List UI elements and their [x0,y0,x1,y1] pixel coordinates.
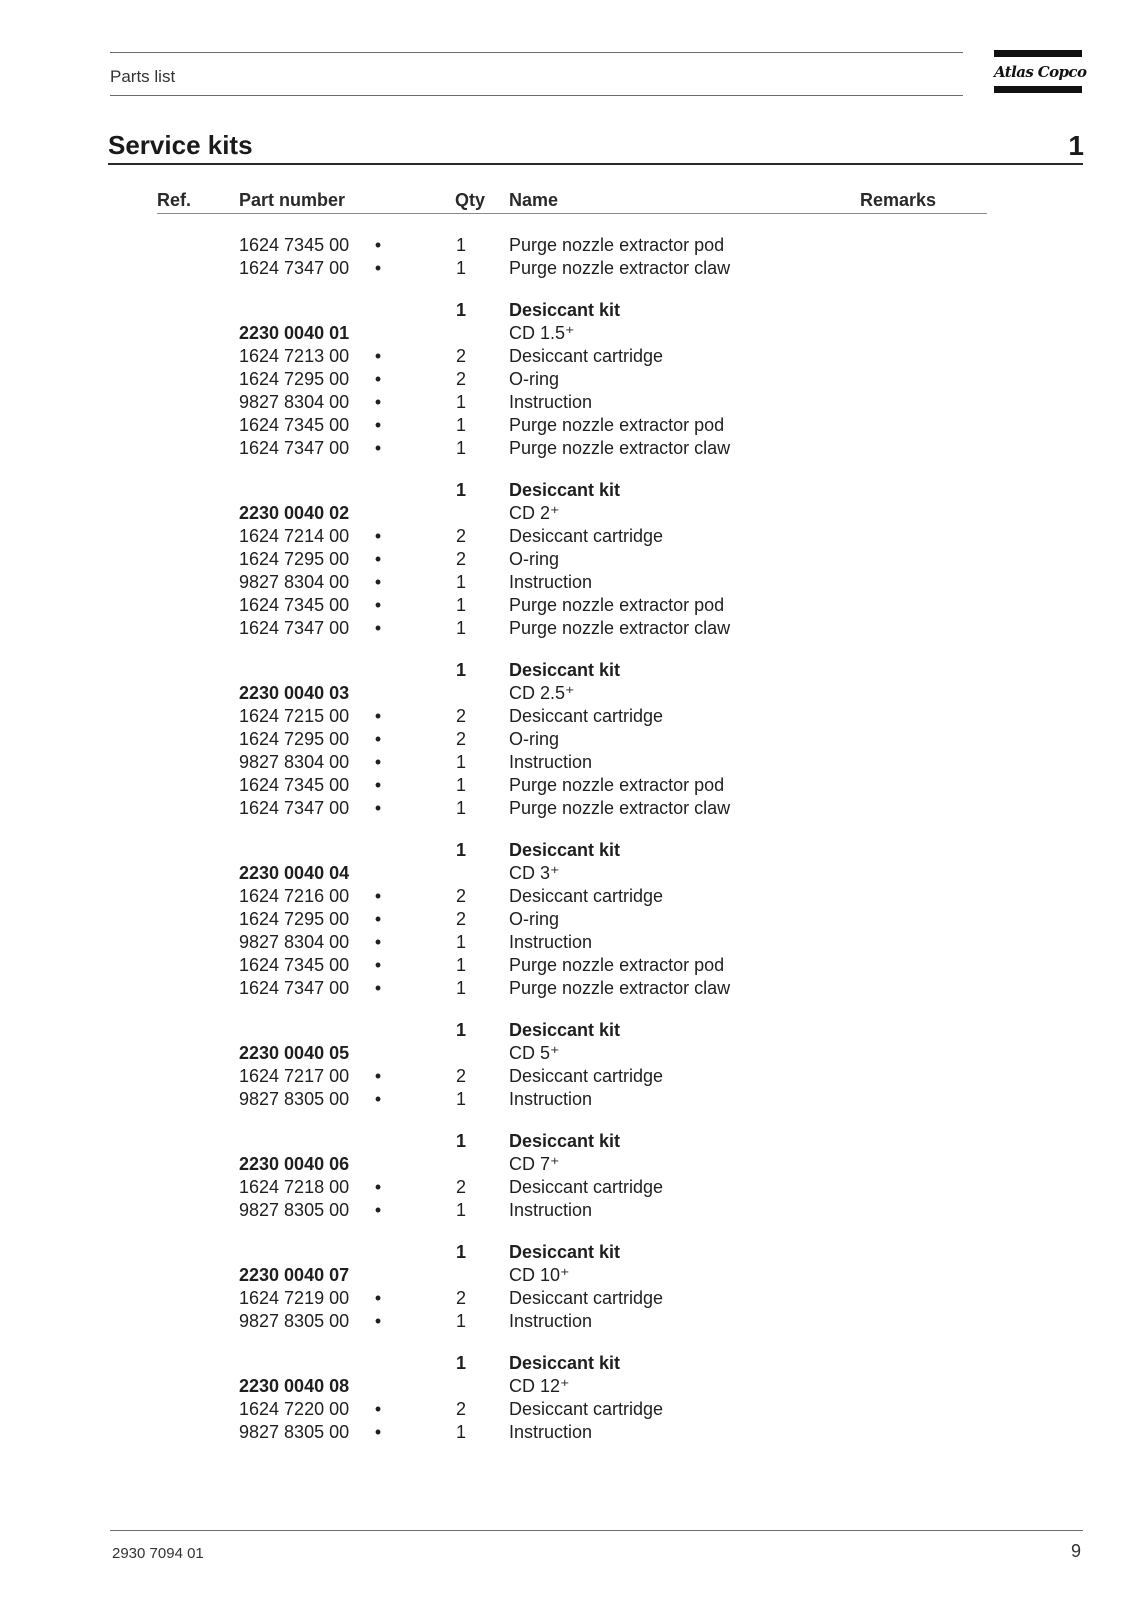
qty-cell: 1 [455,955,466,975]
table-row [0,908,1131,931]
table-row [0,839,1131,862]
table-row [0,1352,1131,1375]
part-number-cell: 1624 7345 00 [239,955,350,975]
name-cell: Desiccant kit [509,300,621,320]
qty-cell: 1 [455,1131,466,1151]
qty-cell: 1 [455,258,466,278]
table-row [0,1088,1131,1111]
name-cell: Instruction [509,932,593,952]
column-header-qty: Qty [455,190,486,210]
table-row [0,931,1131,954]
qty-cell: 1 [455,1353,466,1373]
part-number-cell: 1624 7347 00 [239,978,350,998]
part-number-cell: 9827 8304 00 [239,932,350,952]
bullet-marker: • [374,1311,382,1331]
table-row [0,862,1131,885]
qty-cell: 2 [455,1288,466,1308]
bullet-marker: • [374,346,382,366]
bullet-marker: • [374,955,382,975]
footer-rule [110,1530,1083,1531]
qty-cell: 1 [455,392,466,412]
table-row [0,954,1131,977]
name-cell: CD 1.5⁺ [509,323,575,343]
part-number-cell: 1624 7347 00 [239,798,350,818]
table-row [0,548,1131,571]
table-row [0,977,1131,1000]
bullet-marker: • [374,618,382,638]
qty-cell: 2 [455,526,466,546]
bullet-marker: • [374,1399,382,1419]
qty-cell: 1 [455,300,466,320]
part-number-cell: 1624 7345 00 [239,235,350,255]
qty-cell: 1 [455,438,466,458]
table-row [0,1310,1131,1333]
name-cell: Desiccant cartridge [509,1066,664,1086]
part-number-cell: 1624 7347 00 [239,438,350,458]
bullet-marker: • [374,438,382,458]
name-cell: Desiccant kit [509,1242,621,1262]
name-cell: Purge nozzle extractor claw [509,438,731,458]
bullet-marker: • [374,1422,382,1442]
bullet-marker: • [374,886,382,906]
bullet-marker: • [374,752,382,772]
footer-document-number: 2930 7094 01 [112,1545,204,1562]
table-row [0,1264,1131,1287]
table-row [0,525,1131,548]
part-number-cell: 1624 7345 00 [239,415,350,435]
name-cell: O-ring [509,729,560,749]
qty-cell: 1 [455,1311,466,1331]
qty-cell: 1 [455,480,466,500]
qty-cell: 1 [455,660,466,680]
name-cell: CD 5⁺ [509,1043,560,1063]
column-header-ref: Ref. [157,190,192,210]
name-cell: CD 2.5⁺ [509,683,575,703]
table-row [0,414,1131,437]
name-cell: O-ring [509,909,560,929]
part-number-cell: 9827 8305 00 [239,1422,350,1442]
name-cell: Purge nozzle extractor pod [509,235,725,255]
table-row [0,391,1131,414]
name-cell: Purge nozzle extractor claw [509,978,731,998]
name-cell: Desiccant kit [509,1131,621,1151]
table-row [0,368,1131,391]
qty-cell: 1 [455,775,466,795]
part-number-cell: 2230 0040 01 [239,323,350,343]
qty-cell: 1 [455,752,466,772]
table-row [0,1019,1131,1042]
name-cell: Desiccant cartridge [509,346,664,366]
part-number-cell: 2230 0040 03 [239,683,350,703]
table-row [0,257,1131,280]
table-row [0,682,1131,705]
table-row [0,1241,1131,1264]
qty-cell: 2 [455,1399,466,1419]
bullet-marker: • [374,415,382,435]
name-cell: Purge nozzle extractor claw [509,258,731,278]
name-cell: Desiccant kit [509,840,621,860]
name-cell: CD 7⁺ [509,1154,560,1174]
part-number-cell: 9827 8304 00 [239,392,350,412]
name-cell: O-ring [509,369,560,389]
table-row [0,502,1131,525]
table-row [0,345,1131,368]
part-number-cell: 1624 7218 00 [239,1177,350,1197]
table-row [0,1375,1131,1398]
qty-cell: 1 [455,1089,466,1109]
qty-cell: 2 [455,1177,466,1197]
part-number-cell: 1624 7295 00 [239,549,350,569]
bullet-marker: • [374,909,382,929]
bullet-marker: • [374,1200,382,1220]
name-cell: Purge nozzle extractor claw [509,618,731,638]
qty-cell: 1 [455,840,466,860]
name-cell: Purge nozzle extractor pod [509,955,725,975]
name-cell: Instruction [509,572,593,592]
part-number-cell: 2230 0040 05 [239,1043,350,1063]
bullet-marker: • [374,549,382,569]
part-number-cell: 9827 8305 00 [239,1311,350,1331]
part-number-cell: 1624 7295 00 [239,369,350,389]
name-cell: Desiccant cartridge [509,706,664,726]
part-number-cell: 1624 7347 00 [239,618,350,638]
name-cell: Instruction [509,392,593,412]
part-number-cell: 2230 0040 08 [239,1376,350,1396]
qty-cell: 1 [455,235,466,255]
table-row [0,234,1131,257]
table-row [0,322,1131,345]
table-row [0,1042,1131,1065]
part-number-cell: 1624 7295 00 [239,729,350,749]
table-row [0,1421,1131,1444]
section-number: 1 [1068,130,1084,161]
name-cell: CD 3⁺ [509,863,560,883]
table-row [0,479,1131,502]
bullet-marker: • [374,572,382,592]
name-cell: Desiccant kit [509,1353,621,1373]
name-cell: CD 10⁺ [509,1265,570,1285]
part-number-cell: 1624 7216 00 [239,886,350,906]
table-row [0,1065,1131,1088]
name-cell: Instruction [509,752,593,772]
name-cell: Instruction [509,1311,593,1331]
table-row [0,571,1131,594]
bullet-marker: • [374,798,382,818]
bullet-marker: • [374,729,382,749]
table-row [0,594,1131,617]
table-row [0,1287,1131,1310]
part-number-cell: 9827 8304 00 [239,572,350,592]
table-row [0,1398,1131,1421]
name-cell: Purge nozzle extractor pod [509,775,725,795]
part-number-cell: 1624 7295 00 [239,909,350,929]
column-header-remarks: Remarks [860,190,937,210]
name-cell: Desiccant cartridge [509,526,664,546]
name-cell: Purge nozzle extractor claw [509,798,731,818]
qty-cell: 1 [455,1242,466,1262]
bullet-marker: • [374,978,382,998]
qty-cell: 2 [455,706,466,726]
bullet-marker: • [374,706,382,726]
part-number-cell: 1624 7215 00 [239,706,350,726]
qty-cell: 2 [455,909,466,929]
column-header-name: Name [509,190,559,210]
name-cell: Purge nozzle extractor pod [509,595,725,615]
part-number-cell: 1624 7219 00 [239,1288,350,1308]
table-row [0,1176,1131,1199]
qty-cell: 2 [455,549,466,569]
part-number-cell: 1624 7217 00 [239,1066,350,1086]
table-row [0,299,1131,322]
table-row [0,774,1131,797]
bullet-marker: • [374,775,382,795]
table-row [0,659,1131,682]
table-row [0,885,1131,908]
table-row [0,1153,1131,1176]
name-cell: CD 2⁺ [509,503,560,523]
part-number-cell: 1624 7345 00 [239,595,350,615]
table-row [0,751,1131,774]
table-row [0,728,1131,751]
part-number-cell: 1624 7214 00 [239,526,350,546]
bullet-marker: • [374,932,382,952]
part-number-cell: 9827 8304 00 [239,752,350,772]
qty-cell: 1 [455,572,466,592]
qty-cell: 2 [455,1066,466,1086]
part-number-cell: 1624 7347 00 [239,258,350,278]
bullet-marker: • [374,1066,382,1086]
qty-cell: 2 [455,369,466,389]
table-row [0,1199,1131,1222]
qty-cell: 1 [455,798,466,818]
table-row [0,617,1131,640]
table-row [0,437,1131,460]
name-cell: Desiccant kit [509,660,621,680]
bullet-marker: • [374,1177,382,1197]
bullet-marker: • [374,235,382,255]
name-cell: Instruction [509,1200,593,1220]
bullet-marker: • [374,258,382,278]
part-number-cell: 1624 7220 00 [239,1399,350,1419]
bullet-marker: • [374,369,382,389]
table-row [0,1130,1131,1153]
part-number-cell: 1624 7213 00 [239,346,350,366]
part-number-cell: 2230 0040 04 [239,863,350,883]
qty-cell: 1 [455,415,466,435]
name-cell: Desiccant kit [509,1020,621,1040]
name-cell: CD 12⁺ [509,1376,570,1396]
qty-cell: 1 [455,595,466,615]
name-cell: Instruction [509,1089,593,1109]
part-number-cell: 2230 0040 07 [239,1265,350,1285]
qty-cell: 1 [455,978,466,998]
section-title: Service kits [108,130,253,160]
bullet-marker: • [374,1288,382,1308]
table-row [0,705,1131,728]
qty-cell: 2 [455,729,466,749]
part-number-cell: 2230 0040 02 [239,503,350,523]
name-cell: Instruction [509,1422,593,1442]
qty-cell: 1 [455,1200,466,1220]
column-header-part-number: Part number [239,190,346,210]
qty-cell: 1 [455,1422,466,1442]
qty-cell: 2 [455,346,466,366]
qty-cell: 1 [455,932,466,952]
name-cell: Desiccant cartridge [509,886,664,906]
name-cell: Purge nozzle extractor pod [509,415,725,435]
name-cell: Desiccant cartridge [509,1288,664,1308]
part-number-cell: 9827 8305 00 [239,1200,350,1220]
name-cell: O-ring [509,549,560,569]
logo-wordmark: Atlas Copco [994,63,1087,81]
bullet-marker: • [374,595,382,615]
bullet-marker: • [374,1089,382,1109]
qty-cell: 2 [455,886,466,906]
name-cell: Desiccant cartridge [509,1177,664,1197]
header-label: Parts list [110,67,176,86]
bullet-marker: • [374,526,382,546]
part-number-cell: 1624 7345 00 [239,775,350,795]
table-row [0,797,1131,820]
footer-page-number: 9 [1070,1541,1081,1561]
part-number-cell: 9827 8305 00 [239,1089,350,1109]
bullet-marker: • [374,392,382,412]
qty-cell: 1 [455,1020,466,1040]
name-cell: Desiccant cartridge [509,1399,664,1419]
qty-cell: 1 [455,618,466,638]
name-cell: Desiccant kit [509,480,621,500]
part-number-cell: 2230 0040 06 [239,1154,350,1174]
